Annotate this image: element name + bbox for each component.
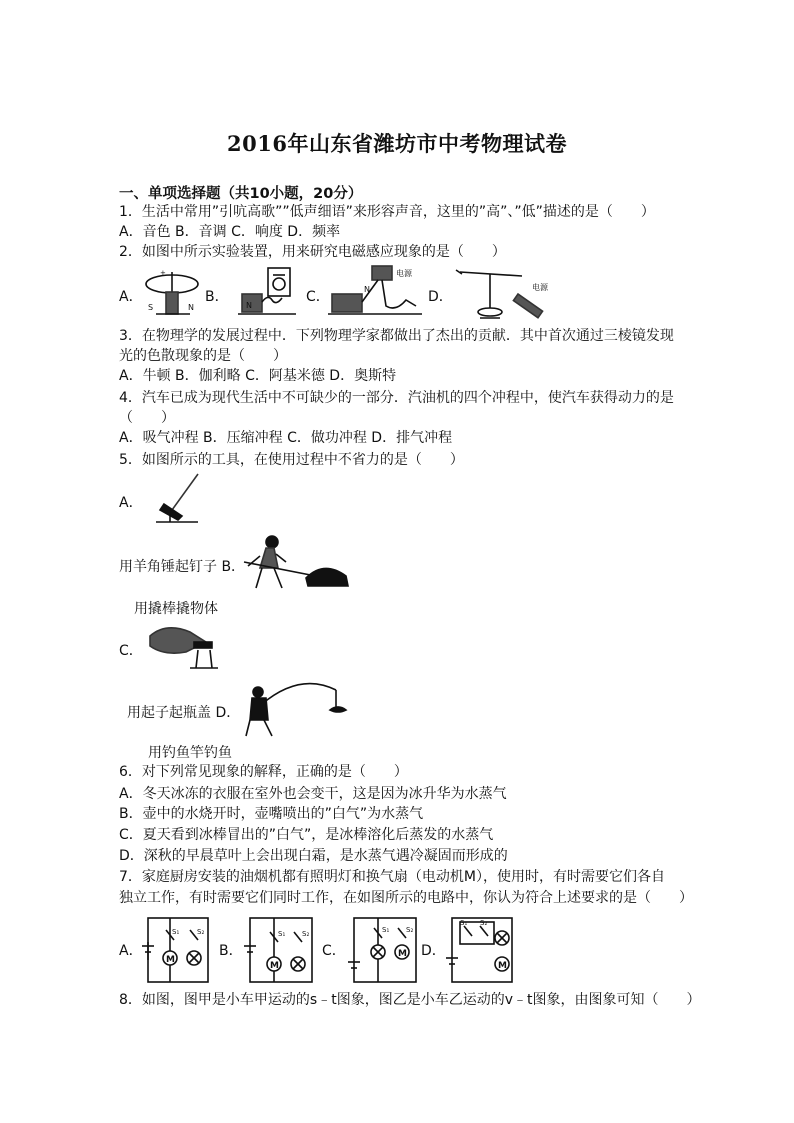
q7-label-d: D． (421, 943, 446, 959)
q2-power-label-d: 电源 (532, 283, 548, 292)
q5-figure-crowbar (240, 532, 352, 594)
section-heading: 一、单项选择题（共10小题，20分） (119, 186, 363, 202)
q2-figure-a (142, 266, 204, 320)
q5-caption-b: 用撬棒撬物体 (134, 601, 218, 617)
q3-options: A．牛顿 B．伽利略 C．阿基米德 D．奥斯特 (119, 368, 397, 384)
q2-label-b: B． (205, 289, 229, 305)
q4-stem-line2: （ ） (119, 410, 175, 426)
q4-options: A．吸气冲程 B．压缩冲程 C．做功冲程 D．排气冲程 (119, 430, 453, 446)
q5-figure-hammer (148, 470, 204, 530)
q7-motor-label-d: M (498, 961, 507, 971)
q6-option-c: C．夏天看到冰棒冒出的”白气”，是冰棒溶化后蒸发的水蒸气 (119, 827, 494, 843)
q8-stem: 8．如图，图甲是小车甲运动的s﹣t图象，图乙是小车乙运动的v﹣t图象，由图象可知（ ） (119, 992, 701, 1008)
q7-stem-line2: 独立工作，有时需要它们同时工作，在如图所示的电路中，你认为符合上述要求的是（ ） (119, 890, 693, 906)
q2-label-a: A． (119, 289, 143, 305)
q6-stem: 6．对下列常见现象的解释，正确的是（ ） (119, 764, 408, 780)
q7-circuit-b (244, 912, 318, 988)
svg-text:S₂: S₂ (302, 930, 310, 938)
q2-power-label-c: 电源 (396, 269, 412, 278)
q7-label-a: A． (119, 943, 143, 959)
svg-text:N: N (364, 285, 370, 294)
q7-motor-label-b: M (270, 961, 279, 971)
svg-text:+: + (160, 269, 166, 277)
svg-text:N: N (188, 303, 194, 312)
q2-label-d: D． (428, 289, 453, 305)
q2-figure-c (326, 262, 424, 324)
q4-stem-line1: 4．汽车已成为现代生活中不可缺少的一部分．汽油机的四个冲程中，使汽车获得动力的是 (119, 390, 674, 406)
q1-stem: 1．生活中常用”引吭高歌””低声细语”来形容声音，这里的”高”、”低”描述的是（ ） (119, 204, 655, 220)
page-title: 2016年山东省潍坊市中考物理试卷 (227, 131, 567, 156)
q5-caption-c: 用起子起瓶盖 D． (127, 705, 241, 721)
q5-caption-a: 用羊角锤起钉子 B． (119, 559, 246, 575)
q3-stem-line2: 光的色散现象的是（ ） (119, 348, 287, 364)
q7-motor-label-a: M (166, 955, 175, 965)
q1-options: A．音色 B．音调 C．响度 D．频率 (119, 224, 341, 240)
q7-motor-label-c: M (398, 949, 407, 959)
q5-caption-d: 用钓鱼竿钓鱼 (148, 745, 232, 761)
q2-label-c: C． (306, 289, 330, 305)
q2-figure-d (452, 264, 556, 324)
q5-label-c: C． (119, 643, 143, 659)
q3-stem-line1: 3．在物理学的发展过程中．下列物理学家都做出了杰出的贡献．其中首次通过三棱镜发现 (119, 328, 674, 344)
q5-figure-bottle-opener (146, 622, 222, 672)
q7-circuit-c (348, 912, 422, 988)
svg-text:S₂: S₂ (480, 919, 488, 927)
svg-text:S₂: S₂ (197, 928, 205, 936)
q5-label-a: A． (119, 495, 143, 511)
q6-option-b: B．壶中的水烧开时，壶嘴喷出的”白气”为水蒸气 (119, 806, 424, 822)
q7-label-b: B． (219, 943, 243, 959)
q6-option-d: D．深秋的早晨草叶上会出现白霜，是水蒸气遇冷凝固而形成的 (119, 848, 508, 864)
svg-text:S₁: S₁ (172, 928, 180, 936)
q5-figure-fishing-rod (240, 680, 352, 740)
svg-text:S₁: S₁ (382, 926, 390, 934)
svg-text:S: S (148, 303, 154, 312)
q7-label-c: C． (322, 943, 346, 959)
q5-stem: 5．如图所示的工具，在使用过程中不省力的是（ ） (119, 452, 464, 468)
svg-text:S₁: S₁ (278, 930, 286, 938)
q7-circuit-a (142, 912, 214, 988)
svg-text:S₂: S₂ (406, 926, 414, 934)
q6-option-a: A．冬天冰冻的衣服在室外也会变干，这是因为冰升华为水蒸气 (119, 786, 507, 802)
svg-text:S₁: S₁ (460, 919, 468, 927)
q2-stem: 2．如图中所示实验装置，用来研究电磁感应现象的是（ ） (119, 244, 506, 260)
q7-circuit-d (446, 912, 518, 988)
q7-stem-line1: 7．家庭厨房安装的油烟机都有照明灯和换气扇（电动机M），使用时，有时需要它们各自 (119, 869, 665, 885)
q2-figure-b (238, 264, 298, 322)
svg-text:N: N (246, 301, 252, 310)
